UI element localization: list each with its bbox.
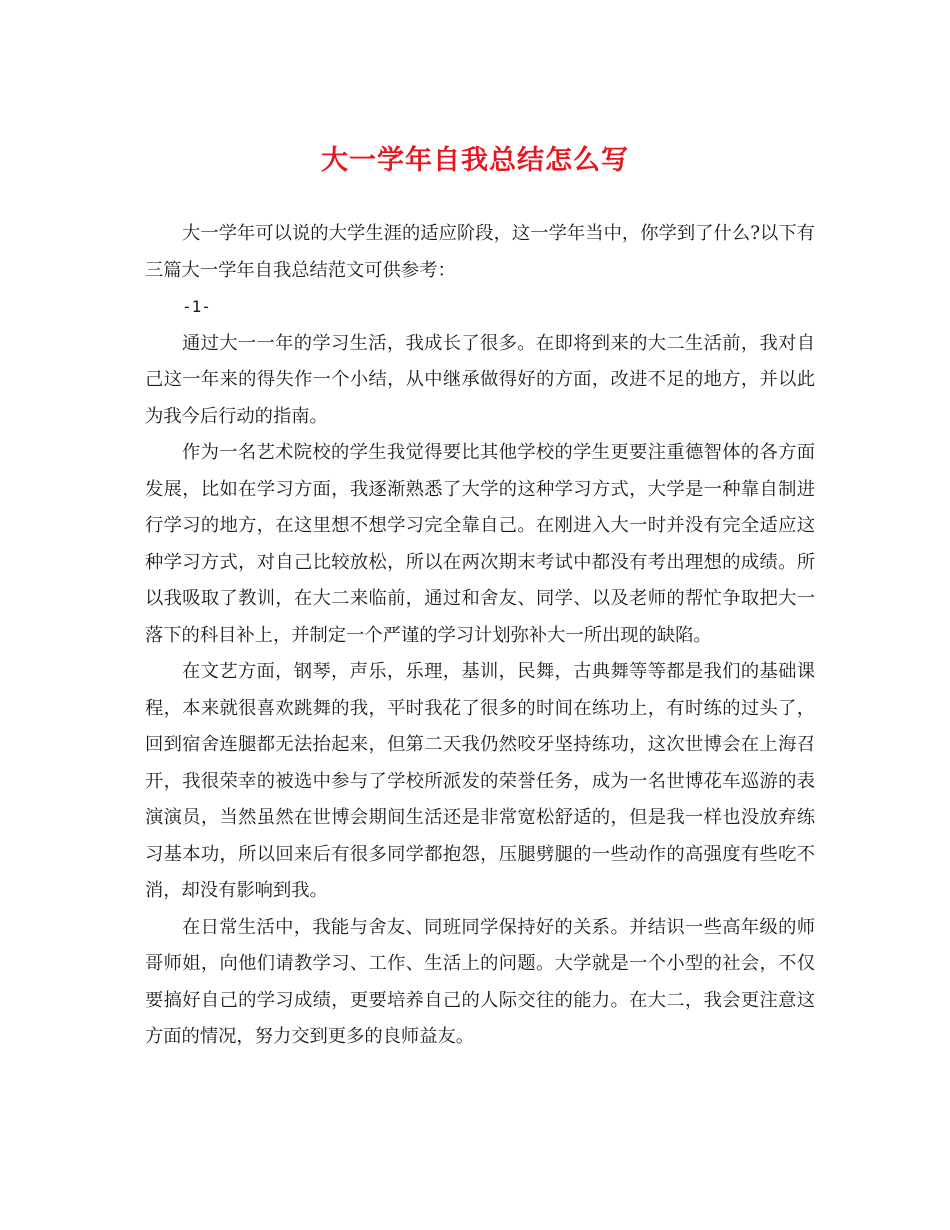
body-paragraph: 在文艺方面，钢琴，声乐，乐理，基训，民舞，古典舞等等都是我们的基础课程，本来就很喜欢跳舞的我，平时我花了很多的时间在练功上，有时练的过头了，回到宿舍连腿都无法抬起来，但第二天我仍然咬牙坚持练功，这次世博会在上海召开，我很荣幸的被选中参与了学校所派发的荣誉任务，成为一名世博花车巡游的表演演员，当然虽然在世博会期间生活还是非常宽松舒适的，但是我一样也没放弃练习基本功，所以回来后有很多同学都抱怨，压腿劈腿的一些动作的高强度有些吃不消，却没有影响到我。 [145,661,815,901]
intro-paragraph: 大一学年可以说的大学生涯的适应阶段，这一学年当中，你学到了什么?以下有三篇大一学年自我总结范文可供参考： [145,223,815,281]
document-body [145,216,815,1056]
section-marker: -1- [182,297,211,316]
document-title: 大一学年自我总结怎么写 [321,145,629,176]
body-paragraph: 在日常生活中，我能与舍友、同班同学保持好的关系。并结识一些高年级的师哥师姐，向他们请教学习、工作、生活上的问题。大学就是一个小型的社会，不仅要搞好自己的学习成绩，更要培养自己的人际交往的能力。在大二，我会更注意这方面的情况，努力交到更多的良师益友。 [145,916,815,1047]
body-paragraph: 作为一名艺术院校的学生我觉得要比其他学校的学生更要注重德智体的各方面发展，比如在学习方面，我逐渐熟悉了大学的这种学习方式，大学是一种靠自制进行学习的地方，在这里想不想学习完全靠自己。在刚进入大一时并没有完全适应这种学习方式，对自己比较放松，所以在两次期末考试中都没有考出理想的成绩。所以我吸取了教训，在大二来临前，通过和舍友、同学、以及老师的帮忙争取把大一落下的科目补上，并制定一个严谨的学习计划弥补大一所出现的缺陷。 [145,442,815,646]
body-paragraph: 通过大一一年的学习生活，我成长了很多。在即将到来的大二生活前，我对自己这一年来的得失作一个小结，从中继承做得好的方面，改进不足的地方，并以此为我今后行动的指南。 [145,332,815,427]
